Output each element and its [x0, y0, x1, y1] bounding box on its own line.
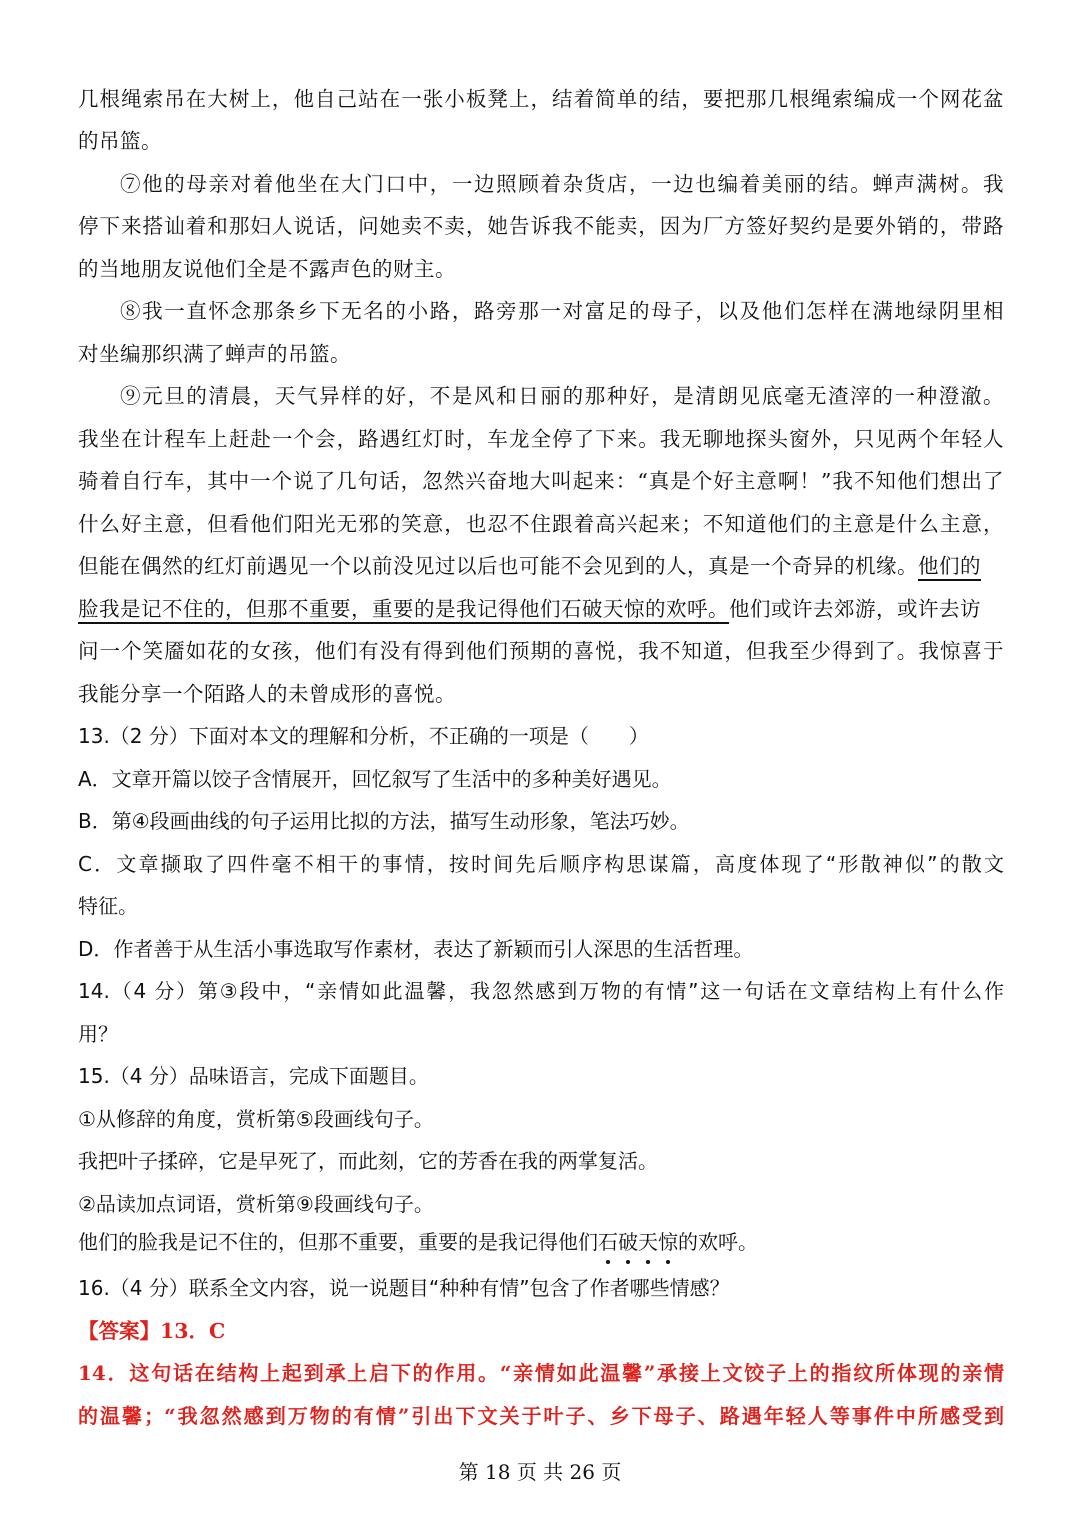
question-14: 14.（4 分）第③段中，“亲情如此温馨，我忽然感到万物的有情”这一句话在文章结构上有什么作: [78, 979, 1004, 1003]
passage-line: 的吊篮。: [78, 129, 162, 153]
question-15: 15.（4 分）品味语言，完成下面题目。: [78, 1064, 429, 1088]
passage-line: 几根绳索吊在大树上，他自己站在一张小板凳上，结着简单的结，要把那几根绳索编成一个网花盆: [78, 87, 1004, 111]
paragraph-7-line: 停下来搭讪着和那妇人说话，问她卖不卖，她告诉我不能卖，因为厂方签好契约是要外销的，带路: [78, 214, 1004, 238]
quote-text: 的欢呼。: [678, 1230, 758, 1254]
dotted-char: 惊: [658, 1230, 678, 1254]
dotted-char: 石: [598, 1230, 618, 1254]
question-15-part-1: ①从修辞的角度，赏析第⑤段画线句子。: [78, 1107, 434, 1131]
question-13-option-b: B．第④段画曲线的句子运用比拟的方法，描写生动形象，笔法巧妙。: [78, 809, 690, 833]
question-13-option-a: A．文章开篇以饺子含情展开，回忆叙写了生活中的多种美好遇见。: [78, 767, 672, 791]
underlined-sentence: 他们的: [918, 554, 981, 578]
paragraph-9-line: 我坐在计程车上赶赴一个会，路遇红灯时，车龙全停了下来。我无聊地探头窗外，只见两个年轻人: [78, 427, 1004, 451]
paragraph-9-text: 但能在偶然的红灯前遇见一个以前没见过以后也可能不会见到的人，真是一个奇异的机缘。: [78, 554, 918, 578]
question-16: 16.（4 分）联系全文内容，说一说题目“种种有情”包含了作者哪些情感？: [78, 1276, 730, 1300]
paragraph-9-line: 我能分享一个陌路人的未曾成形的喜悦。: [78, 682, 456, 706]
paragraph-7-line: 的当地朋友说他们全是不露声色的财主。: [78, 257, 456, 281]
answer-14-cont: 的温馨；“我忽然感到万物的有情”引出下文关于叶子、乡下母子、路遇年轻人等事件中所感受到: [78, 1404, 1004, 1428]
quote-text: 他们的脸我是记不住的，但那不重要，重要的是我记得他们: [78, 1230, 598, 1254]
paragraph-9-line: 骑着自行车，其中一个说了几句话，忽然兴奋地大叫起来：“真是个好主意啊！”我不知他们想出了: [78, 469, 1004, 493]
answer-13: 【答案】13．C: [78, 1319, 226, 1343]
underlined-sentence: 脸我是记不住的，但那不重要，重要的是我记得他们石破天惊的欢呼。: [78, 597, 729, 621]
question-15-quote-2: [78, 1228, 1004, 1256]
answer-14: 14．这句话在结构上起到承上启下的作用。“亲情如此温馨”承接上文饺子上的指纹所体现的亲情: [78, 1361, 1004, 1385]
question-13: 13.（2 分）下面对本文的理解和分析，不正确的一项是（ ）: [78, 724, 649, 748]
paragraph-9-line: 问一个笑靥如花的女孩，他们有没有得到他们预期的喜悦，我不知道，但我至少得到了。我惊喜于: [78, 639, 1004, 663]
paragraph-8-line: ⑧我一直怀念那条乡下无名的小路，路旁那一对富足的母子，以及他们怎样在满地绿阴里相: [120, 299, 1004, 323]
paragraph-9-line: [78, 552, 1004, 580]
paragraph-9-text: 他们或许去郊游，或许去访: [729, 597, 981, 621]
question-13-option-c: C．文章撷取了四件毫不相干的事情，按时间先后顺序构思谋篇，高度体现了“形散神似”的散文: [78, 852, 1004, 876]
dotted-char: 天: [638, 1230, 658, 1254]
page-number-footer: 第 18 页 共 26 页: [458, 1460, 622, 1484]
question-15-part-2: ②品读加点词语，赏析第⑨段画线句子。: [78, 1192, 434, 1216]
paragraph-9-line: 什么好主意，但看他们阳光无邪的笑意，也忍不住跟着高兴起来；不知道他们的主意是什么主意，: [78, 512, 1004, 536]
paragraph-9-line: ⑨元旦的清晨，天气异样的好，不是风和日丽的那种好，是清朗见底毫无渣滓的一种澄澈。: [120, 384, 1004, 408]
paragraph-7-line: ⑦他的母亲对着他坐在大门口中，一边照顾着杂货店，一边也编着美丽的结。蝉声满树。我: [120, 172, 1004, 196]
question-13-option-c-cont: 特征。: [78, 894, 138, 918]
question-15-quote-1: 我把叶子揉碎，它是早死了，而此刻，它的芳香在我的两掌复活。: [78, 1149, 658, 1173]
paragraph-8-line: 对坐编那织满了蝉声的吊篮。: [78, 342, 351, 366]
dotted-char: 破: [618, 1230, 638, 1254]
question-14-cont: 用？: [78, 1022, 118, 1046]
paragraph-9-line: [78, 595, 1004, 623]
question-13-option-d: D．作者善于从生活小事选取写作素材，表达了新颖而引人深思的生活哲理。: [78, 937, 754, 961]
